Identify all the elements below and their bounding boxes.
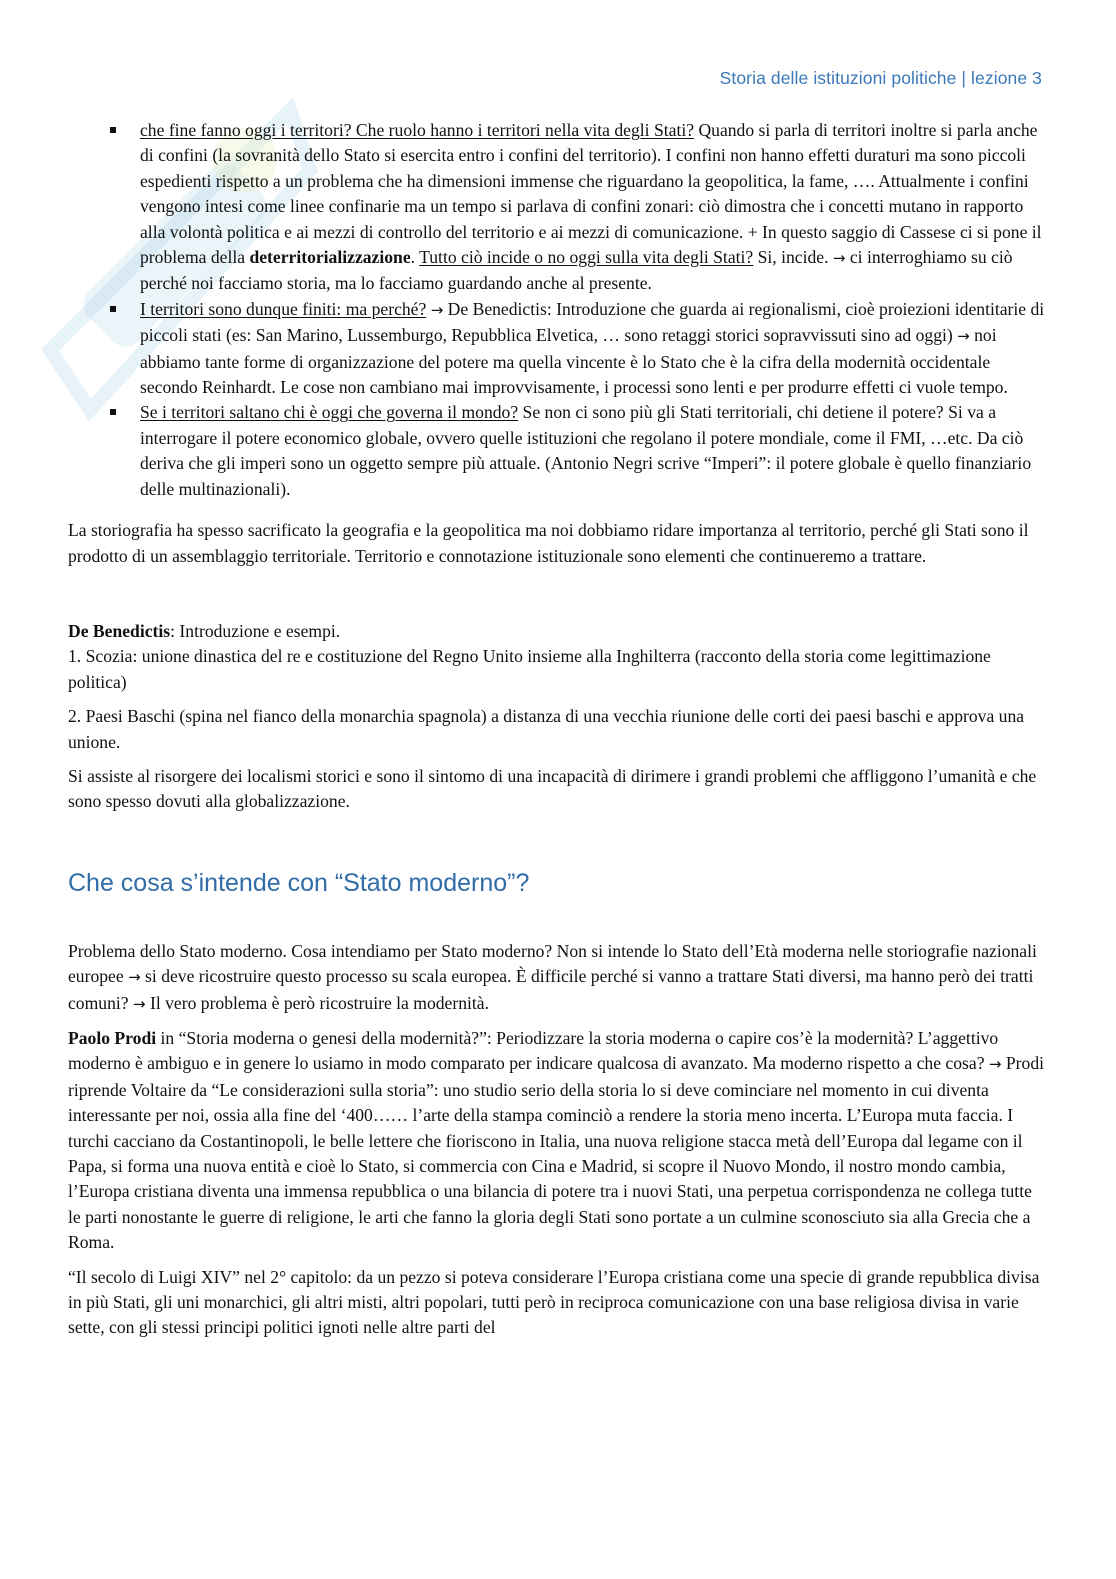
arrow-icon: → [957, 327, 970, 346]
bullet-square-icon [110, 127, 116, 133]
arrow-icon: → [128, 968, 141, 987]
arrow-icon: → [430, 300, 444, 319]
debenedictis-item-2: 2. Paesi Baschi (spina nel fianco della monarchia spagnola) a distanza di una vecchia riunione delle corti dei paesi baschi e approva una unione. [68, 706, 1025, 752]
bullet-square-icon [110, 306, 116, 312]
arrow-icon: → [132, 994, 146, 1013]
page-header: Storia delle istituzioni politiche | lezione 3 [719, 68, 1042, 88]
paragraph-luigi: “Il secolo di Luigi XIV” nel 2° capitolo: da un pezzo si poteva considerare l’Europa cristiana come una specie di grande repubblica divisa in più Stati, gli uni monarchici, gli altri misti, altri popolari, tutti però in reciproca comunicazione con una base religiosa divisa in varie sette, con gli stessi principi politici ignoti nelle altre parti del [68, 1266, 1040, 1338]
bullet-list [68, 118, 1046, 502]
bullet-square-icon [110, 409, 116, 415]
paragraph-prodi: Paolo Prodi in “Storia moderna o genesi della modernità?”: Periodizzare la storia moderna o capire cos’è la modernità? L’aggettivo moderno è ambiguo e in genere lo usiamo in modo comparato per indicare qualcosa di avanzato. Ma moderno rispetto a che cosa? → Prodi riprende Voltaire da “Le considerazioni sulla storia”: uno studio serio della storia lo si deve cominciare nel momento in cui diventa interessante per noi, ossia alla fine del ‘400…… l’arte della stampa cominciò a rendere la storia meno incerta. L’Europa muta faccia. I turchi cacciano da Costantinopoli, le belle lettere che fioriscono in Italia, una nuova religione stacca metà dell’Europa dal legame con il Papa, si forma una nuova entità e cioè lo Stato, si commercia con Cina e Madrid, si scopre il Nuovo Mondo, il nostro mondo cambia, l’Europa cristiana diventa una immensa repubblica o una bilancia di potere tra i nuovi Stati, una perpetua corrispondenza ne collega tutte le parti nonostante le guerre di religione, le arti che fanno la gloria degli Stati sono portate a un culmine sconosciuto sia alla Grecia che a Roma. [68, 1027, 1045, 1253]
debenedictis-item-1: 1. Scozia: unione dinastica del re e costituzione del Regno Unito insieme alla Inghilterra (racconto della storia come legittimazione politica) [68, 646, 991, 692]
arrow-icon: → [988, 1055, 1002, 1074]
debenedictis-conclusion: Si assiste al risorgere dei localismi storici e sono il sintomo di una incapacità di dirimere i grandi problemi che affliggono l’umanità e che sono spesso dovuti alla globalizzazione. [68, 765, 1037, 812]
debenedictis-heading: De Benedictis: Introduzione e esempi. [68, 620, 341, 641]
arrow-icon: → [832, 249, 846, 268]
document-body [68, 118, 1046, 1341]
bullet-item: Se i territori saltano chi è oggi che governa il mondo? Se non ci sono più gli Stati territoriali, chi detiene il potere? Si va a interrogare il potere economico globale, ovvero quelle istituzioni che regolano il potere mondiale, come il FMI, …etc. Da ciò deriva che gli imperi sono un oggetto sempre più attuale. (Antonio Negri scrive “Imperi”: il potere globale è quello finanziario delle multinazionali). [68, 400, 1046, 502]
paragraph-problema: Problema dello Stato moderno. Cosa intendiamo per Stato moderno? Non si intende lo Stato dell’Età moderna nelle storiografie nazionali europee → si deve ricostruire questo processo su scala europea. È difficile perché si vanno a trattare Stati diversi, ma hanno però dei tratti comuni? → Il vero problema è però ricostruire la modernità. [68, 940, 1037, 1013]
section-title: Che cosa s’intende con “Stato moderno”? [68, 868, 530, 897]
paragraph-storiografia: La storiografia ha spesso sacrificato la geografia e la geopolitica ma noi dobbiamo ridare importanza al territorio, perché gli Stati sono il prodotto di un assemblaggio territoriale. Territorio e connotazione istituzionale sono elementi che continueremo a trattare. [68, 520, 1029, 566]
bullet-item: I territori sono dunque finiti: ma perché? → De Benedictis: Introduzione che guarda ai regionalismi, cioè proiezioni identitarie di piccoli stati (es: San Marino, Lussemburgo, Repubblica Elvetica, … sono retaggi storici sopravvissuti sino ad oggi) → noi abbiamo tante forme di organizzazione del potere ma quella vincente è lo Stato che è la cifra della modernità occidentale secondo Reinhardt. Le cose non cambiano mai improvvisamente, i processi sono lenti e per produrre effetti ci vuole tempo. [68, 297, 1046, 401]
bullet-item: che fine fanno oggi i territori? Che ruolo hanno i territori nella vita degli Stati? Quando si parla di territori inoltre si parla anche di confini (la sovranità dello Stato si esercita entro i confini del territorio). I confini non hanno effetti duraturi ma sono piccoli espedienti rispetto a un problema che ha dimensioni immense che riguardano la geopolitica, la fame, …. Attualmente i confini vengono intesi come linee confinarie ma un tempo si parlava di confini zonari: ciò dimostra che i concetti mutano in rapporto alla volontà politica e ai mezzi di controllo del territorio e ai mezzi di comunicazione. + In questo saggio di Cassese ci si pone il problema della deterritorializzazione. Tutto ciò incide o no oggi sulla vita degli Stati? Si, incide. → ci interroghiamo su ciò perché noi facciamo storia, ma lo facciamo guardando anche al presente. [68, 118, 1046, 297]
